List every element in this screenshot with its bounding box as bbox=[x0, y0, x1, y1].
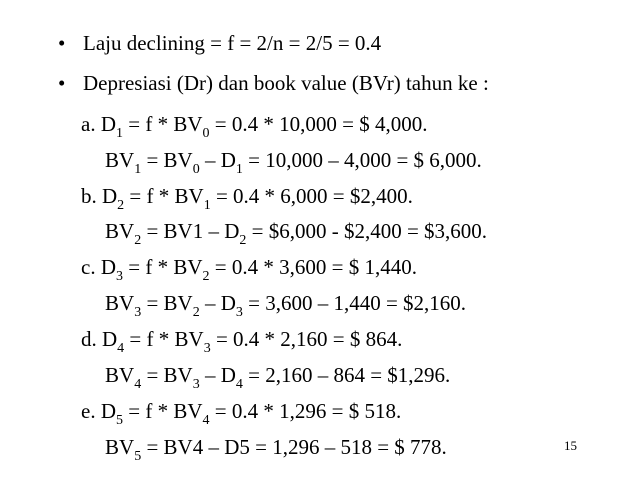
subscript: 3 bbox=[192, 377, 200, 392]
page-number: 15 bbox=[564, 438, 577, 453]
subscript: 5 bbox=[116, 413, 123, 428]
item-line-c-book-value: $BV_3 = BV_2 - D_3 = 3,600 - 1,440$ = $2,160. bbox=[105, 291, 467, 320]
item-line-c-depreciation: c. $D_3 = f * BV_2 = 0.4 * 3,600$ = $ 1,440. bbox=[81, 255, 417, 284]
item-line-e-book-value: $BV_5 = BV4 - D5 = 1,296 - 518$ = $ 778. bbox=[105, 435, 447, 464]
subscript: 0 bbox=[202, 126, 210, 141]
subscript: 2 bbox=[117, 198, 125, 213]
item-line-b-book-value: $BV_2 = BV1 - D_2$ = $6,000 - $2,400 = $3,600. bbox=[105, 219, 488, 248]
subscript: 2 bbox=[239, 233, 247, 248]
item-line-a-depreciation: a. $D_1 = f * BV_0 = 0.4 * 10,000$ = $ 4,000. bbox=[81, 112, 428, 141]
bullet-text: Laju declining = f = 2/n = 2/5 = 0.4 bbox=[83, 31, 382, 55]
subscript: 2 bbox=[192, 305, 200, 320]
item-line-d-depreciation: d. $D_4 = f * BV_3 = 0.4 * 2,160$ = $ 864. bbox=[81, 327, 403, 356]
item-line-a-book-value: $BV_1 = BV_0 - D_1 = 10,000 - 4,000$ = $ 6,000. bbox=[105, 148, 482, 177]
subscript: 2 bbox=[202, 269, 210, 284]
subscript: 4 bbox=[134, 377, 142, 392]
subscript: 1 bbox=[134, 162, 142, 177]
subscript: 1 bbox=[116, 126, 123, 141]
subscript: 4 bbox=[235, 377, 243, 392]
subscript: 5 bbox=[134, 449, 142, 464]
subscript: 1 bbox=[235, 162, 243, 177]
item-line-d-book-value: $BV_4 = BV_3 - D_4 = 2,160 - 864$ = $1,296. bbox=[105, 363, 451, 392]
subscript: 4 bbox=[202, 413, 210, 428]
subscript: 3 bbox=[116, 269, 123, 284]
bullet-text: Depresiasi (Dr) dan book value (BVr) tahun ke : bbox=[83, 71, 489, 95]
subscript: 3 bbox=[203, 341, 211, 356]
subscript: 1 bbox=[203, 198, 211, 213]
subscript: 2 bbox=[134, 233, 142, 248]
subscript: 0 bbox=[192, 162, 200, 177]
subscript: 3 bbox=[134, 305, 142, 320]
bullet-marker: • bbox=[58, 71, 66, 95]
item-line-e-depreciation: e. $D_5 = f * BV_4 = 0.4 * 1,296$ = $ 518. bbox=[81, 399, 402, 428]
subscript: 3 bbox=[235, 305, 243, 320]
subscript: 4 bbox=[117, 341, 125, 356]
bullet-marker: • bbox=[58, 31, 66, 55]
item-line-b-depreciation: b. $D_2 = f * BV_1 = 0.4 * 6,000$ = $2,400. bbox=[81, 184, 413, 213]
